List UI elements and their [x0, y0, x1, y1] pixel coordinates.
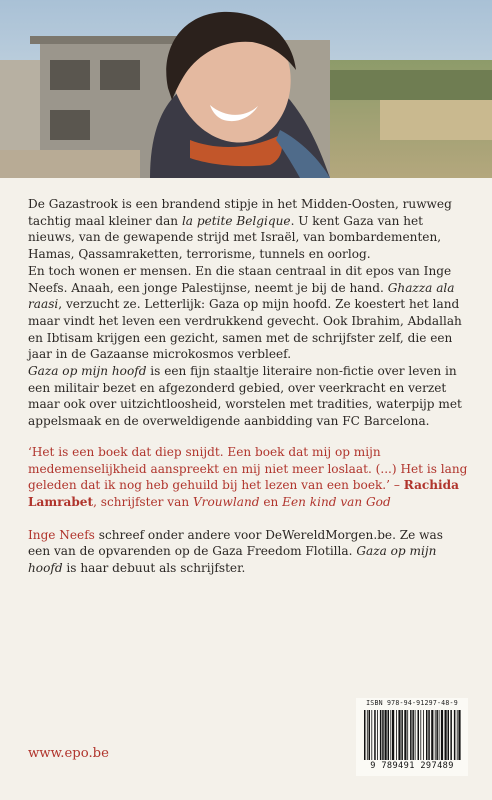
barcode-bar	[436, 710, 438, 760]
barcode-bar	[390, 710, 391, 760]
barcode-bar	[374, 710, 376, 760]
isbn-label: ISBN 978-94-91297-48-9	[366, 699, 458, 707]
ean-digits: 9 789491 297489	[370, 761, 454, 771]
barcode-bar	[412, 710, 414, 760]
isbn-barcode	[356, 698, 468, 776]
author-name: Inge Neefs	[28, 527, 95, 542]
quote-book-title: Vrouwland	[192, 494, 260, 509]
barcode-bar	[435, 710, 436, 760]
publisher-website-link[interactable]: www.epo.be	[28, 746, 109, 761]
barcode-bar	[401, 710, 403, 760]
quote-text: ‘Het is een boek dat diep snijdt. Een boek dat mij op mijn medemenselijkheid aanspreekt en mij niet meer loslaat. (...) Het is lang geleden dat ik nog heb gehuild bij het lezen van een boek.’ –	[28, 444, 468, 493]
blurb-paragraph-2	[28, 263, 468, 363]
barcode-bar	[420, 710, 421, 760]
barcode-bar	[398, 710, 400, 760]
blurb-text: is een fijn staaltje literaire non-fictie over leven in een militair bezet en afgezonderd gebied, over veerkracht en verzet maar ook over uitzichtloosheid, worstelen met tradities, waterpijp met appelsmaak en de overweldigende aanbidding van FC Barcelona.	[28, 364, 462, 429]
barcode-bar	[445, 710, 447, 760]
barcode-bar	[448, 710, 450, 760]
bio-text: is haar debuut als schrijfster.	[62, 561, 246, 576]
blurb-italic: Ghazza ala raasi	[28, 280, 455, 312]
barcode-bar	[458, 710, 460, 760]
barcode-bar	[371, 710, 372, 760]
cover-photo-illustration	[0, 0, 492, 178]
barcode-bar	[415, 710, 416, 760]
blurb-paragraph-1	[28, 196, 468, 263]
barcode-bar	[388, 710, 390, 760]
blurb-italic: la petite Belgique	[181, 213, 291, 228]
barcode-bar	[367, 710, 368, 760]
blurb	[28, 196, 468, 430]
barcode-bar	[369, 710, 371, 760]
bio-text: schreef onder andere voor DeWereldMorgen.be. Ze was een van de opvarenden op de Gaza Freedom Flotilla.	[28, 527, 443, 559]
barcode-bar	[392, 710, 394, 760]
barcode-bar	[454, 710, 456, 760]
barcode-bar	[382, 710, 384, 760]
blurb-text: En toch wonen er mensen. En die staan centraal in dit epos van Inge Neefs. Anaah, een jonge Palestijnse, neemt je bij de hand.	[28, 263, 452, 295]
barcode-bar	[396, 710, 397, 760]
book-title: Gaza op mijn hoofd	[28, 364, 147, 379]
book-title: Gaza op mijn hoofd	[28, 544, 437, 576]
quote-author: Rachida Lamrabet	[28, 478, 459, 509]
barcode-bars	[356, 708, 468, 762]
barcode-bar	[407, 710, 408, 760]
barcode-bar	[404, 710, 406, 760]
quote-role: en	[259, 494, 283, 509]
barcode-bar	[439, 710, 440, 760]
barcode-bar	[441, 710, 443, 760]
barcode-bar	[457, 710, 458, 760]
barcode-bar	[423, 710, 424, 760]
quote-role: , schrijfster van	[93, 494, 193, 509]
barcode-bar	[428, 710, 430, 760]
barcode-bar	[410, 710, 412, 760]
barcode-bar	[385, 710, 387, 760]
barcode-bar	[380, 710, 382, 760]
barcode-bar	[364, 710, 366, 760]
quote-book-title: Een kind van God	[282, 494, 391, 509]
barcode-bar	[418, 710, 420, 760]
barcode-bar	[377, 710, 378, 760]
blurb-paragraph-3	[28, 363, 468, 430]
author-bio	[28, 527, 468, 577]
barcode-bar	[426, 710, 428, 760]
blurb-text: De Gazastrook is een brandend stipje in het Midden-Oosten, ruwweg tachtig maal kleiner dan	[28, 197, 452, 228]
barcode-bar	[450, 710, 452, 760]
blurb-text: . U kent Gaza van het nieuws, van de gewapende strijd met Israël, van bombardementen, Hamas, Qassamraketten, terrorisme, tunnels en oorlog.	[28, 213, 442, 262]
review-quote	[28, 444, 468, 511]
cover-photo	[0, 0, 492, 178]
blurb-text: , verzucht ze. Letterlijk: Gaza op mijn hoofd. Ze koestert het land maar vindt het leven een verdrukkend gevecht. Ook Ibrahim, Abdallah en Ibtisam krijgen een gezicht, samen met de schrijfster zelf, die een jaar in de Gazaanse microkosmos verbleef.	[28, 297, 462, 362]
barcode-bar	[431, 710, 433, 760]
back-cover-text	[28, 196, 468, 577]
